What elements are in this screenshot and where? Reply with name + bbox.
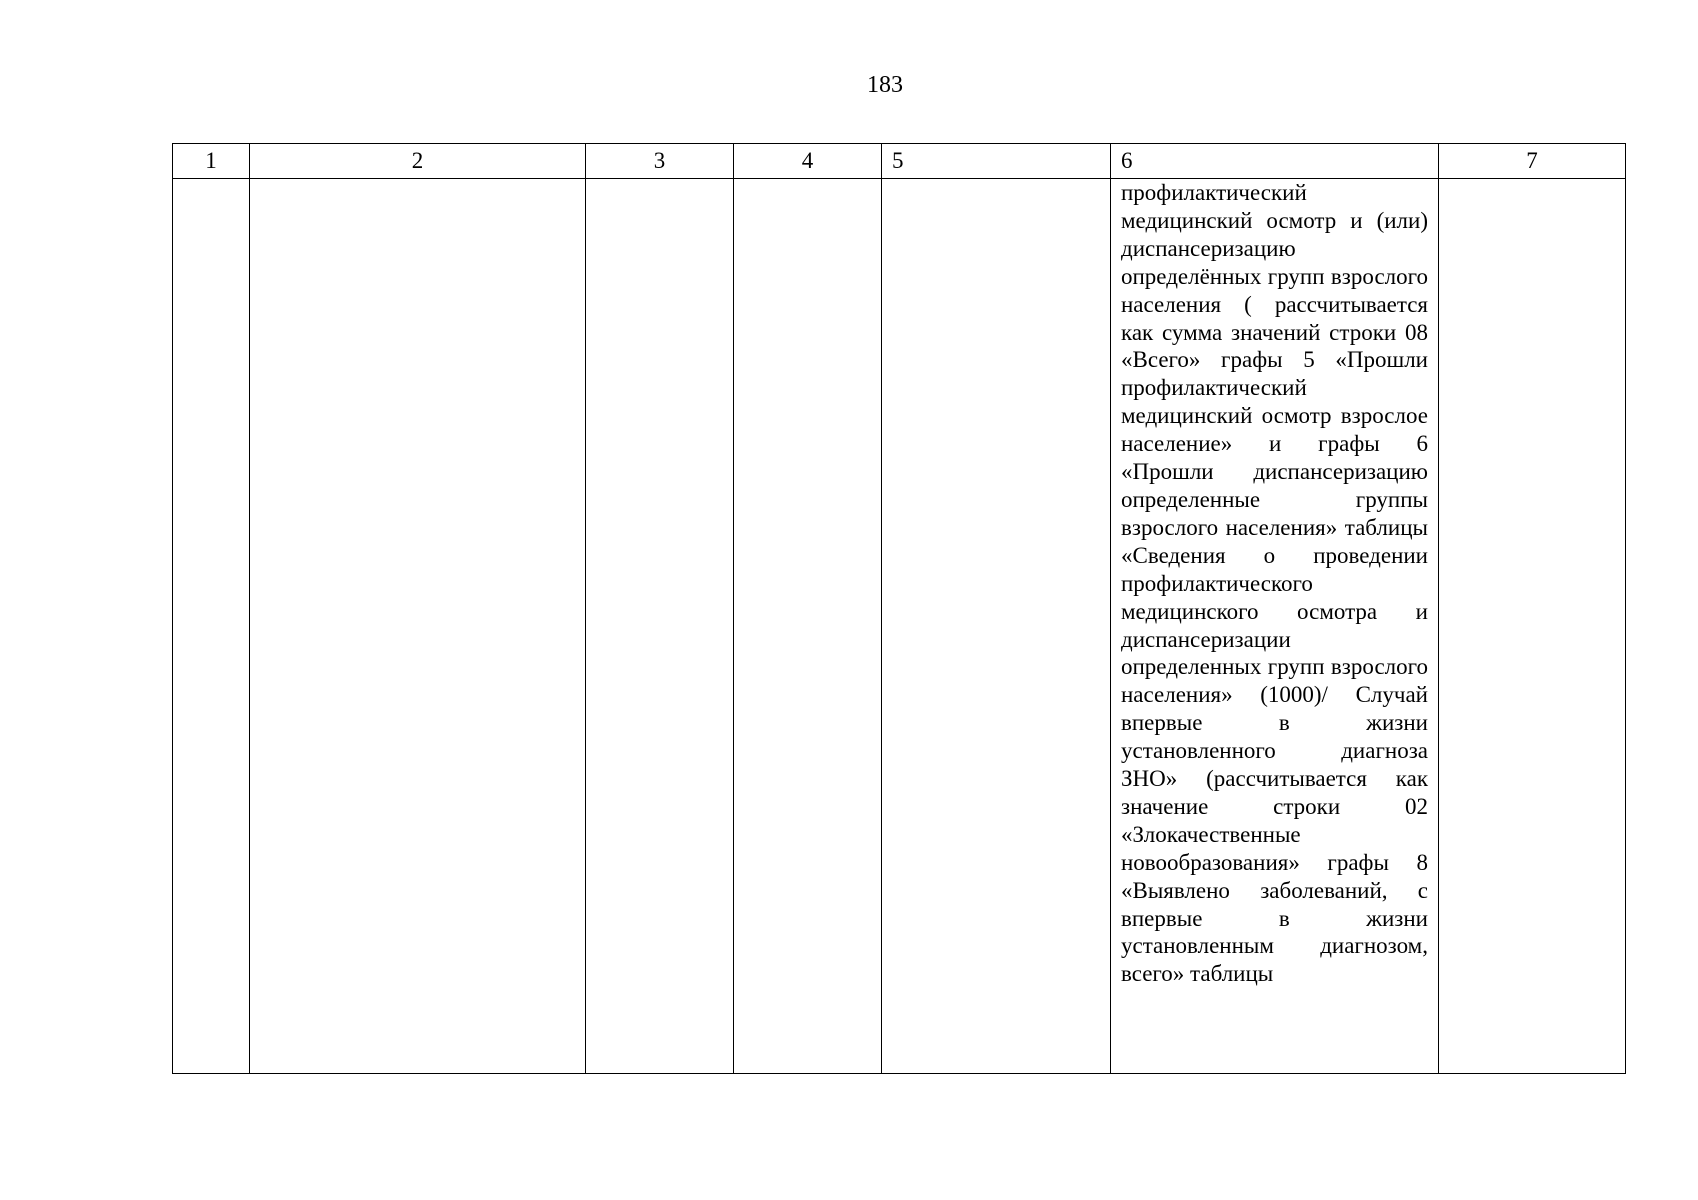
table-cell-col3 (586, 179, 734, 1074)
column-header: 5 (882, 144, 1111, 179)
indicator-description-text: профилактический медицинский осмотр и (или) диспансеризацию определённых групп взрослого населения ( рассчитывается как сумма значений строки 08 «Всего» графы 5 «Прошли профилактический медицинский осмотр взрослое население» и графы 6 «Прошли диспансеризацию определенные группы взрослого населения» таблицы «Сведения о проведении профилактического медицинского осмотра и диспансеризации определенных групп взрослого населения» (1000)/ Случай впервые в жизни установленного диагноза ЗНО» (рассчитывается как значение строки 02 «Злокачественные новообразования» графы 8 «Выявлено заболеваний, с впервые в жизни установленным диагнозом, всего» таблицы (1121, 180, 1428, 987)
table-cell-col6 (1111, 179, 1439, 1074)
column-header: 3 (586, 144, 734, 179)
table-cell-col1 (173, 179, 250, 1074)
table-cell-col4 (734, 179, 882, 1074)
column-header: 1 (173, 144, 250, 179)
table-cell-col2 (250, 179, 586, 1074)
table-cell-col5 (882, 179, 1111, 1074)
page-number: 183 (867, 72, 903, 98)
column-header: 4 (734, 144, 882, 179)
column-header: 2 (250, 144, 586, 179)
table-header-row (173, 144, 1626, 179)
column-header: 7 (1439, 144, 1626, 179)
table-row (173, 179, 1626, 1074)
column-header: 6 (1111, 144, 1439, 179)
table-cell-col7 (1439, 179, 1626, 1074)
indicator-table (172, 143, 1626, 1074)
